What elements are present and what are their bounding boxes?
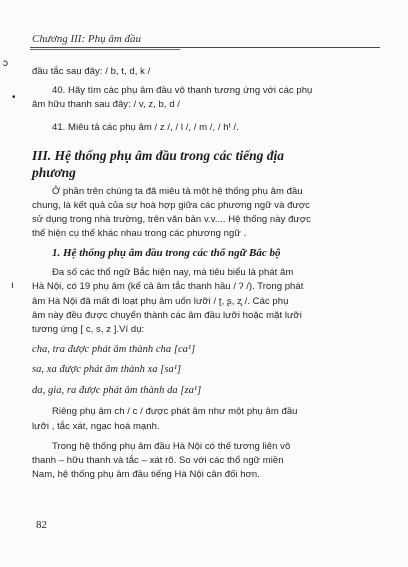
text-line: 41. Miêu tả các phụ âm / z /, / l /, / m /, / hᵗ /. [52, 122, 239, 133]
example-line: da, gia, ra được phát âm thành da [za¹] [32, 385, 202, 396]
section-heading: III. Hệ thống phụ âm đầu trong các tiếng địa [32, 148, 285, 163]
margin-dot: • [12, 92, 16, 103]
text-line: 40. Hãy tìm các phụ âm đầu vô thanh tương ứng với các phụ [52, 85, 313, 96]
text-line: Trong hệ thống phụ âm đầu Hà Nội có thế tương liên vô [52, 441, 291, 452]
text-line: thể hiện cụ thể khác nhau trong các phương ngữ . [32, 228, 247, 239]
text-line: thanh – hữu thanh và tắc – xát rõ. So với các thổ ngữ miền [32, 455, 284, 466]
header-rule [30, 47, 380, 48]
text-line: chung, là kết quả của sự hoà hợp giữa các phương ngữ và được [32, 200, 310, 211]
running-header: Chương III: Phụ âm đầu [32, 33, 142, 45]
text-line: Nam, hệ thống phụ âm đầu tiếng Hà Nội cân đối hơn. [32, 469, 260, 480]
text-line: đầu tắc sau đây: / b, t, d, k / [32, 66, 151, 77]
text-line: âm này đều được chuyển thành các âm đầu lưỡi hoặc mặt lưỡi [32, 310, 302, 321]
subsection-heading: 1. Hệ thống phụ âm đầu trong các thổ ngữ Bắc bộ [52, 247, 281, 259]
margin-mark: ↄ [3, 58, 8, 69]
margin-tick: ı [11, 280, 14, 291]
text-line: sử dụng trong nhà trường, trên văn bản v.v.... Hệ thống này được [32, 214, 311, 225]
text-line: Riêng phụ âm ch / c / được phát âm như một phụ âm đầu [52, 406, 298, 417]
header-rule-secondary [30, 49, 180, 50]
example-line: cha, tra được phát âm thành cha [ca¹] [32, 344, 196, 355]
text-line: tương ứng [ c, s, z ].Ví dụ: [32, 324, 145, 335]
text-line: Hà Nội, có 19 phụ âm (kể cả âm tắc thanh hầu / ʔ /). Trong phát [32, 281, 304, 292]
example-line: sa, xa được phát âm thành xa [sa¹] [32, 364, 182, 375]
text-line: âm hữu thanh sau đây: / v, z, b, d / [32, 99, 180, 110]
page-number: 82 [36, 519, 47, 531]
text-line: âm Hà Nội đã mất đi loạt phụ âm uốn lưỡi / ʈ, ʂ, ʐ /. Các phụ [32, 296, 289, 307]
section-heading-cont: phương [32, 165, 76, 180]
text-line: Đa số các thổ ngữ Bắc hiện nay, mà tiêu biểu là phát âm [52, 267, 294, 278]
text-line: lưỡi , tắc xát, ngạc hoá mạnh. [32, 421, 160, 432]
text-line: Ở phần trên chúng ta đã miêu tả một hệ thống phụ âm đầu [52, 186, 303, 197]
